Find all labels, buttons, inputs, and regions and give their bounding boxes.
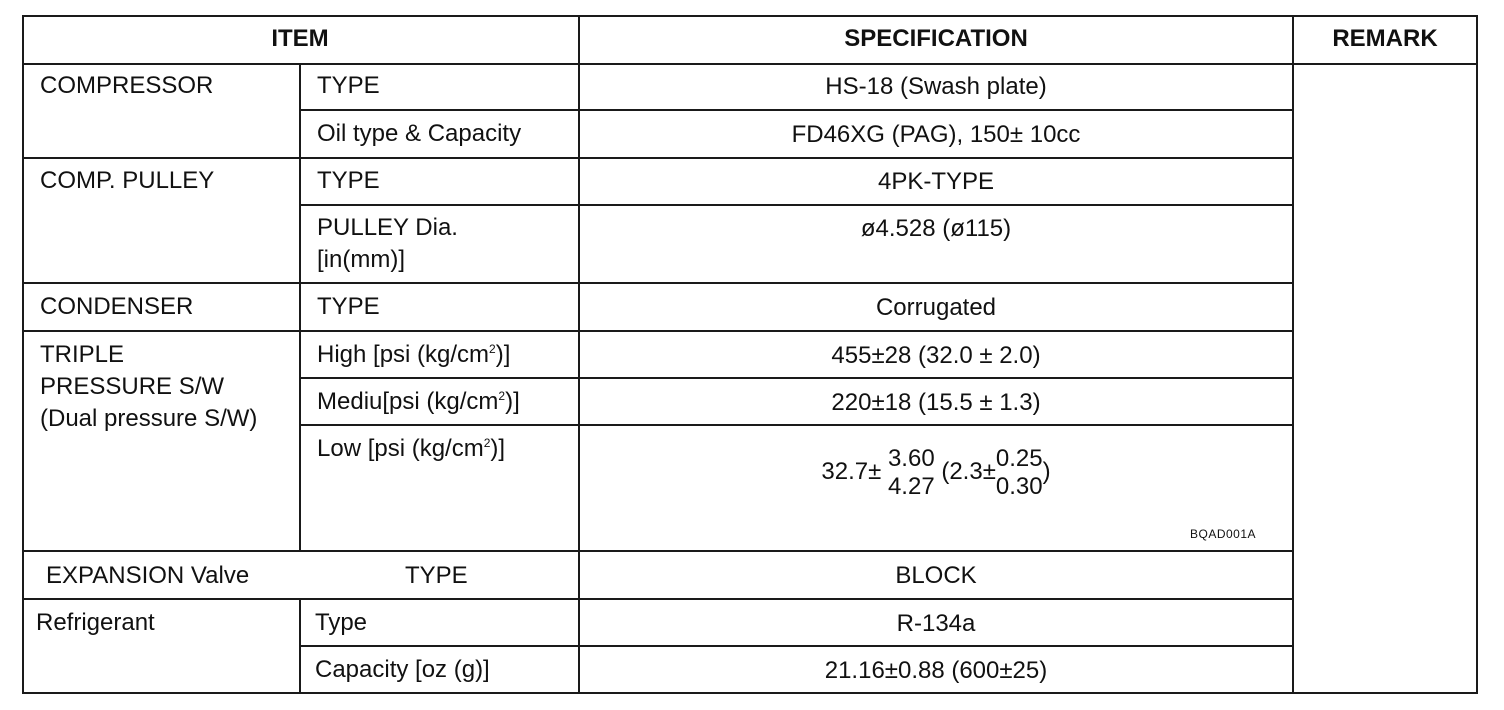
superscript: 2 xyxy=(498,389,506,403)
spec-value: Corrugated xyxy=(875,294,997,321)
spec-value: 21.16±0.88 (600±25) xyxy=(824,657,1048,684)
spec-value: ø4.528 (ø115) xyxy=(860,215,1012,242)
item-label: TYPE xyxy=(317,72,380,99)
group-label: Refrigerant xyxy=(36,609,155,636)
item-label: Capacity [oz (g)] xyxy=(315,656,490,683)
item-label-text: High [psi (kg/cm xyxy=(317,341,490,368)
spec-close: ) xyxy=(1042,458,1051,485)
item-label: TYPE xyxy=(317,167,380,194)
rule xyxy=(22,692,1478,694)
rule xyxy=(22,550,1293,552)
tolerance-upper: 0.25 xyxy=(995,444,1043,472)
item-label: TYPE xyxy=(317,293,380,320)
rule xyxy=(299,598,301,694)
rule xyxy=(22,330,1293,332)
superscript: 2 xyxy=(483,436,491,450)
group-label: COMP. PULLEY xyxy=(40,167,215,194)
rule xyxy=(1476,15,1478,694)
superscript: 2 xyxy=(489,342,496,356)
group-label-line2: PRESSURE S/W xyxy=(40,373,225,400)
item-label-text: )] xyxy=(495,341,511,368)
item-label: TYPE xyxy=(405,562,468,589)
rule xyxy=(300,109,1293,111)
tolerance-fraction xyxy=(996,445,1043,501)
header-specification: SPECIFICATION xyxy=(844,25,1028,52)
rule xyxy=(299,63,301,552)
header-remark: REMARK xyxy=(1332,25,1438,52)
rule xyxy=(300,204,1293,206)
rule xyxy=(22,15,1478,17)
tolerance-lower: 4.27 xyxy=(887,472,935,500)
group-label-line3: (Dual pressure S/W) xyxy=(40,405,258,432)
figure-code: BQAD001A xyxy=(1190,527,1257,541)
item-label: Oil type & Capacity xyxy=(317,120,522,147)
tolerance-upper: 3.60 xyxy=(887,444,935,472)
item-label-line1: PULLEY Dia. xyxy=(317,214,458,241)
header-item: ITEM xyxy=(271,25,329,52)
rule xyxy=(22,15,24,694)
spec-value: HS-18 (Swash plate) xyxy=(825,73,1047,100)
group-label: EXPANSION Valve xyxy=(46,562,250,589)
rule xyxy=(22,157,1293,159)
group-label: COMPRESSOR xyxy=(40,72,214,99)
spec-value: FD46XG (PAG), 150± 10cc xyxy=(791,121,1081,148)
spec-value: 455±28 (32.0 ± 2.0) xyxy=(831,342,1041,369)
item-label-line2: [in(mm)] xyxy=(317,246,405,273)
group-label-line1: TRIPLE xyxy=(40,341,125,368)
spec-value: 4PK-TYPE xyxy=(877,168,995,195)
item-label: Type xyxy=(315,609,368,636)
item-label-text: )] xyxy=(490,435,506,462)
rule xyxy=(300,424,1293,426)
rule xyxy=(300,377,1293,379)
rule xyxy=(300,645,1293,647)
rule xyxy=(22,282,1293,284)
tolerance-fraction xyxy=(888,445,935,501)
spec-value-fraction xyxy=(580,440,1292,504)
spec-mid: (2.3± xyxy=(941,458,996,485)
spec-value: 220±18 (15.5 ± 1.3) xyxy=(831,389,1041,416)
spec-base: 32.7± xyxy=(821,458,882,485)
item-label xyxy=(317,433,505,465)
group-label: CONDENSER xyxy=(40,293,194,320)
spec-value: R-134a xyxy=(896,610,976,637)
item-label-text: )] xyxy=(505,388,520,415)
spec-value: BLOCK xyxy=(895,562,977,589)
item-label-text: Mediu[psi (kg/cm xyxy=(317,388,499,415)
rule xyxy=(1292,15,1294,694)
item-label xyxy=(317,386,520,418)
item-label xyxy=(317,339,510,371)
rule xyxy=(22,598,1293,600)
tolerance-lower: 0.30 xyxy=(995,472,1043,500)
rule xyxy=(22,63,1478,65)
item-label-text: Low [psi (kg/cm xyxy=(317,435,484,462)
